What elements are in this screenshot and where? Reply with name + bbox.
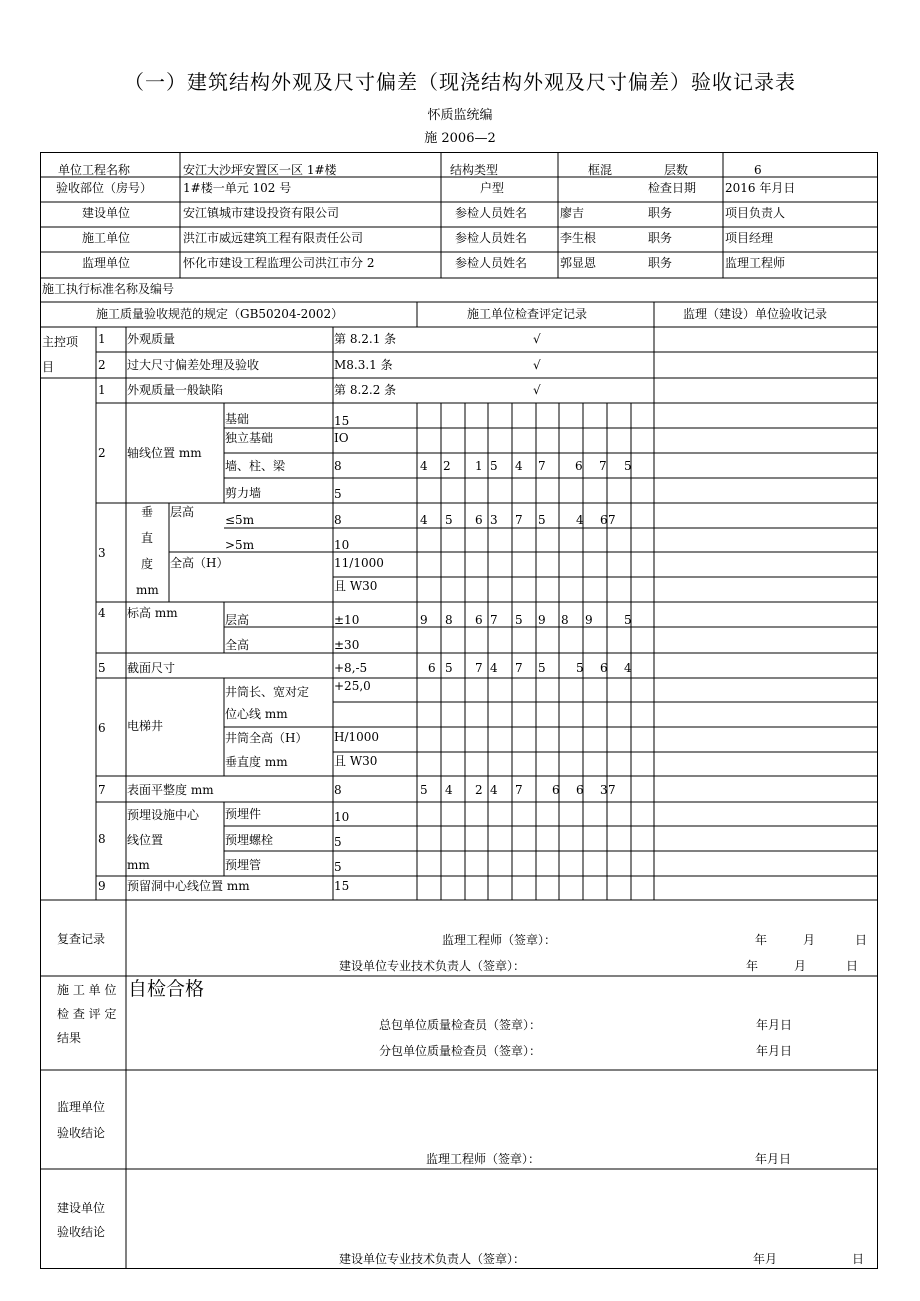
shaft-1-value: +25,0 <box>334 679 371 693</box>
embed-3-value: 5 <box>334 860 342 874</box>
builder-value: 洪江市威远建筑工程有限责任公司 <box>183 231 364 245</box>
sup-conclusion-sign: 监理工程师（签章）： <box>426 1152 541 1166</box>
measure: 4 <box>624 661 632 675</box>
form-code: 施 2006—2 <box>424 131 496 146</box>
measure: 5 <box>576 661 584 675</box>
item-8-name-a: 预埋设施中心 <box>127 808 200 822</box>
measure: 5 <box>538 513 546 527</box>
measure: 5 <box>445 661 453 675</box>
item-8-name-b: 线位置 <box>127 833 164 847</box>
main-contractor-date: 年月日 <box>756 1018 793 1032</box>
measure: 4 <box>420 459 428 473</box>
structure-type-label: 结构类型 <box>450 163 499 177</box>
construction-org-value: 安江镇城市建设投资有限公司 <box>183 206 340 220</box>
owner-conclusion-label-b: 验收结论 <box>57 1225 106 1239</box>
vert-char: mm <box>136 583 159 597</box>
item-3-no: 3 <box>98 546 106 560</box>
measure: 7 <box>599 459 607 473</box>
vert-char: 垂 <box>141 505 154 519</box>
measure: 7 <box>608 783 616 797</box>
main-item-clause: M8.3.1 条 <box>334 358 393 372</box>
item-9-no: 9 <box>98 879 106 893</box>
recheck-month: 月 <box>803 933 816 947</box>
embed-2-value: 5 <box>334 835 342 849</box>
elev-full-label: 全高 <box>225 638 250 652</box>
main-item-check: √ <box>533 358 541 372</box>
item-1-check: √ <box>533 383 541 397</box>
main-item-name: 外观质量 <box>127 332 176 346</box>
check-date-label: 检查日期 <box>648 181 697 195</box>
unit-project-value: 安江大沙坪安置区一区 1#楼 <box>183 163 337 177</box>
elev-full-value: ±30 <box>334 638 360 652</box>
le5-value: 8 <box>334 513 342 527</box>
owner-conclusion-date: 年月 <box>753 1252 778 1266</box>
participant-1-name: 廖吉 <box>560 206 585 220</box>
item-2-name: 轴线位置 mm <box>127 446 202 460</box>
measure: 6 <box>600 513 608 527</box>
main-control-label-a: 主控项 <box>42 335 79 349</box>
measure: 4 <box>445 783 453 797</box>
owner-conclusion-day: 日 <box>852 1252 865 1266</box>
measure: 7 <box>515 661 523 675</box>
measure: 5 <box>624 459 632 473</box>
full-height-label: 全高（H） <box>170 556 229 570</box>
measure: 6 <box>552 783 560 797</box>
main-item-check: √ <box>533 332 541 346</box>
page-title: （一）建筑结构外观及尺寸偏差（现浇结构外观及尺寸偏差）验收记录表 <box>124 70 796 94</box>
item-5-value: +8,-5 <box>334 661 368 675</box>
item-5-name: 截面尺寸 <box>127 661 176 675</box>
item-4-name: 标高 mm <box>127 606 178 620</box>
measure: 7 <box>608 513 616 527</box>
recheck-supervisor-sign: 监理工程师（签章）： <box>442 933 557 947</box>
item-7-no: 7 <box>98 783 106 797</box>
sub-contractor-date: 年月日 <box>756 1044 793 1058</box>
embed-1-value: 10 <box>334 810 350 824</box>
self-eval-label-c: 结果 <box>57 1031 82 1045</box>
house-type-label: 户型 <box>480 181 505 195</box>
gt5-label: >5m <box>225 538 255 552</box>
participant-3-duty: 监理工程师 <box>725 256 786 270</box>
measure: 9 <box>585 613 593 627</box>
construction-org-label: 建设单位 <box>82 206 131 220</box>
measure: 2 <box>443 459 451 473</box>
participant-3-name: 郭显恩 <box>560 256 597 270</box>
participant-2-name: 李生根 <box>560 231 597 245</box>
shaft-1-label-a: 井筒长、宽对定 <box>225 685 310 699</box>
part-value: 1#楼一单元 102 号 <box>183 181 292 195</box>
participant-label-3: 参检人员姓名 <box>455 256 528 270</box>
item-8-no: 8 <box>98 832 106 846</box>
recheck-month-2: 月 <box>794 959 807 973</box>
shear-wall-label: 剪力墙 <box>225 486 262 500</box>
duty-label-2: 职务 <box>648 231 673 245</box>
self-eval-label-b: 检 查 评 定 <box>57 1007 117 1021</box>
item-7-name: 表面平整度 mm <box>127 783 214 797</box>
measure: 7 <box>538 459 546 473</box>
sub-contractor-sign: 分包单位质量检查员（签章）： <box>379 1044 542 1058</box>
measure: 5 <box>490 459 498 473</box>
floor-height-label: 层高 <box>170 505 195 519</box>
measure: 8 <box>561 613 569 627</box>
measure: 4 <box>490 783 498 797</box>
measure: 6 <box>475 513 483 527</box>
editor-note: 怀质监统编 <box>427 108 493 123</box>
self-eval-label-a: 施 工 单 位 <box>57 983 117 997</box>
col-builder-header: 施工单位检查评定记录 <box>467 307 588 321</box>
measure: 3 <box>600 783 608 797</box>
foundation-value: 15 <box>334 414 350 428</box>
unit-project-label: 单位工程名称 <box>58 163 131 177</box>
shaft-2-value-a: H/1000 <box>334 730 380 744</box>
participant-2-duty: 项目经理 <box>725 231 774 245</box>
measure: 6 <box>428 661 436 675</box>
recheck-label: 复查记录 <box>57 932 106 946</box>
item-8-name-c: mm <box>127 858 150 872</box>
shaft-2-value-b: 且 W30 <box>334 754 378 768</box>
col-spec-header: 施工质量验收规范的规定（GB50204-2002） <box>96 307 344 321</box>
floors-label: 层数 <box>664 163 689 177</box>
measure: 4 <box>420 513 428 527</box>
item-5-no: 5 <box>98 661 106 675</box>
measure: 9 <box>420 613 428 627</box>
main-item-no: 1 <box>98 332 106 346</box>
embed-2-label: 预埋螺栓 <box>225 833 274 847</box>
measure: 6 <box>575 459 583 473</box>
main-control-label-b: 目 <box>42 360 55 374</box>
builder-label: 施工单位 <box>82 231 131 245</box>
item-9-name: 预留洞中心线位置 mm <box>127 879 250 893</box>
main-contractor-sign: 总包单位质量检查员（签章）： <box>379 1018 542 1032</box>
le5-label: ≤5m <box>225 513 255 527</box>
inspection-table <box>40 152 878 1269</box>
elev-floor-value: ±10 <box>334 613 360 627</box>
duty-label-3: 职务 <box>648 256 673 270</box>
foundation-label: 基础 <box>225 412 250 426</box>
participant-label-1: 参检人员姓名 <box>455 206 528 220</box>
measure: 7 <box>475 661 483 675</box>
item-6-no: 6 <box>98 721 106 735</box>
item-1-no: 1 <box>98 383 106 397</box>
owner-conclusion-sign: 建设单位专业技术负责人（签章）： <box>339 1252 526 1266</box>
gt5-value: 10 <box>334 538 350 552</box>
measure: 5 <box>538 661 546 675</box>
recheck-day: 日 <box>855 933 868 947</box>
main-item-clause: 第 8.2.1 条 <box>334 332 397 346</box>
check-date-value: 2016 年月日 <box>725 181 796 195</box>
floors-value: 6 <box>754 163 762 177</box>
measure: 6 <box>576 783 584 797</box>
measure: 6 <box>475 613 483 627</box>
vert-char: 直 <box>141 531 154 545</box>
shaft-2-label-a: 井筒全高（H） <box>225 731 308 745</box>
structure-type-value: 框混 <box>588 163 613 177</box>
measure: 4 <box>515 459 523 473</box>
measure: 5 <box>420 783 428 797</box>
shear-wall-value: 5 <box>334 487 342 501</box>
measure: 4 <box>490 661 498 675</box>
item-1-name: 外观质量一般缺陷 <box>127 383 224 397</box>
recheck-year: 年 <box>755 933 768 947</box>
participant-1-duty: 项目负责人 <box>725 206 786 220</box>
item-4-no: 4 <box>98 606 106 620</box>
item-6-name: 电梯井 <box>127 719 164 733</box>
vert-char: 度 <box>141 557 154 571</box>
embed-3-label: 预埋管 <box>225 858 262 872</box>
duty-label-1: 职务 <box>648 206 673 220</box>
sup-conclusion-label-b: 验收结论 <box>57 1126 106 1140</box>
recheck-year-2: 年 <box>746 959 759 973</box>
measure: 7 <box>490 613 498 627</box>
item-1-clause: 第 8.2.2 条 <box>334 383 397 397</box>
shaft-1-label-b: 位心线 mm <box>225 707 288 721</box>
main-item-name: 过大尺寸偏差处理及验收 <box>127 358 260 372</box>
embed-1-label: 预埋件 <box>225 807 262 821</box>
measure: 1 <box>475 459 483 473</box>
measure: 7 <box>515 513 523 527</box>
single-foundation-value: IO <box>334 431 349 445</box>
elev-floor-label: 层高 <box>225 613 250 627</box>
measure: 5 <box>445 513 453 527</box>
wall-label: 墙、柱、梁 <box>225 459 286 473</box>
self-eval-result: 自检合格 <box>128 978 205 1000</box>
supervisor-label: 监理单位 <box>82 256 131 270</box>
full-height-value-b: 且 W30 <box>334 579 378 593</box>
measure: 3 <box>490 513 498 527</box>
part-label: 验收部位（房号） <box>56 181 153 195</box>
measure: 8 <box>445 613 453 627</box>
measure: 6 <box>600 661 608 675</box>
sup-conclusion-date: 年月日 <box>755 1152 792 1166</box>
single-foundation-label: 独立基础 <box>225 431 274 445</box>
main-item-no: 2 <box>98 358 106 372</box>
item-7-value: 8 <box>334 783 342 797</box>
col-supervisor-header: 监理（建设）单位验收记录 <box>683 307 828 321</box>
measure: 5 <box>624 613 632 627</box>
supervisor-value: 怀化市建设工程监理公司洪江市分 2 <box>183 256 375 270</box>
owner-conclusion-label-a: 建设单位 <box>57 1201 106 1215</box>
standard-label: 施工执行标准名称及编号 <box>42 282 175 296</box>
sup-conclusion-label-a: 监理单位 <box>57 1100 106 1114</box>
recheck-day-2: 日 <box>846 959 859 973</box>
measure: 2 <box>475 783 483 797</box>
recheck-owner-sign: 建设单位专业技术负责人（签章）： <box>339 959 526 973</box>
item-2-no: 2 <box>98 446 106 460</box>
measure: 7 <box>515 783 523 797</box>
full-height-value-a: 11/1000 <box>334 556 384 570</box>
measure: 5 <box>515 613 523 627</box>
measure: 4 <box>576 513 584 527</box>
participant-label-2: 参检人员姓名 <box>455 231 528 245</box>
item-9-value: 15 <box>334 879 350 893</box>
wall-value: 8 <box>334 459 342 473</box>
shaft-2-label-b: 垂直度 mm <box>225 755 288 769</box>
measure: 9 <box>538 613 546 627</box>
